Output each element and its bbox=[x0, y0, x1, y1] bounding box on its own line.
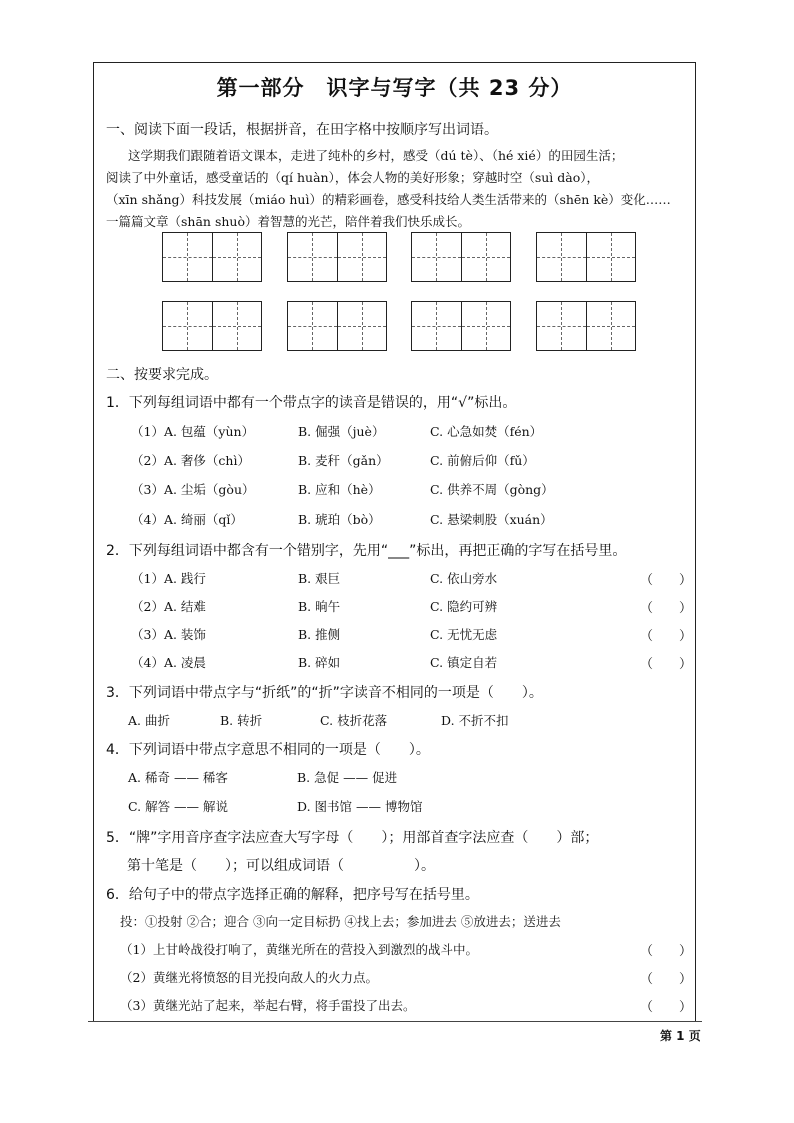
passage-line-3: （xīn shǎng）科技发展（miáo huì）的精彩画卷，感受科技给人类生活带来的（shēn kè）变化…… bbox=[106, 192, 671, 207]
writing-grid[interactable] bbox=[536, 301, 636, 351]
q4-option[interactable]: A. 稀奇 —— 稀客 bbox=[128, 770, 228, 785]
q2-option[interactable]: C. 无忧无虑 bbox=[430, 627, 498, 642]
q1-option[interactable]: （1）A. 包蕴（yùn） bbox=[131, 424, 255, 439]
answer-blank[interactable]: （ ） bbox=[640, 601, 693, 616]
q6-item: （3）黄继光站了起来，举起右臂，将手雷投了出去。 bbox=[120, 998, 416, 1013]
answer-blank[interactable]: （ ） bbox=[640, 972, 693, 987]
passage-line-1: 这学期我们跟随着语文课本，走进了纯朴的乡村，感受（dú tè）、（hé xié）的田园生活； bbox=[128, 148, 624, 163]
q1-option[interactable]: B. 倔强（juè） bbox=[298, 424, 385, 439]
q1-option[interactable]: C. 前俯后仰（fǔ） bbox=[430, 453, 535, 468]
q4-option[interactable]: C. 解答 —— 解说 bbox=[128, 799, 229, 814]
q1-option[interactable]: C. 悬梁刺股（xuán） bbox=[430, 512, 553, 527]
writing-grid[interactable] bbox=[536, 232, 636, 282]
answer-blank[interactable]: （ ） bbox=[640, 629, 693, 644]
q1-option[interactable]: B. 琥珀（bò） bbox=[298, 512, 381, 527]
q2-option[interactable]: （1）A. 践行 bbox=[131, 571, 206, 586]
q2-stem: 2．下列每组词语中都含有一个错别字，先用“___”标出，再把正确的字写在括号里。 bbox=[106, 543, 627, 559]
q2-option[interactable]: B. 晌午 bbox=[298, 599, 341, 614]
q1-option[interactable]: C. 供养不周（gòng） bbox=[430, 482, 554, 497]
q2-option[interactable]: （3）A. 装饰 bbox=[131, 627, 206, 642]
page-number: 第 1 页 bbox=[660, 1029, 701, 1043]
q2-option[interactable]: C. 隐约可辨 bbox=[430, 599, 498, 614]
passage-line-2: 阅读了中外童话，感受童话的（qí huàn），体会人物的美好形象；穿越时空（suì dào）， bbox=[106, 170, 599, 185]
section-1-heading: 一、阅读下面一段话，根据拼音，在田字格中按顺序写出词语。 bbox=[106, 122, 498, 138]
q6-item: （2）黄继光将愤怒的目光投向敌人的火力点。 bbox=[120, 970, 378, 985]
footer-divider bbox=[88, 1021, 702, 1022]
q4-option[interactable]: B. 急促 —— 促进 bbox=[297, 770, 398, 785]
writing-grid[interactable] bbox=[287, 301, 387, 351]
q1-stem: 1．下列每组词语中都有一个带点字的读音是错误的，用“√”标出。 bbox=[106, 395, 517, 411]
q6-definitions: 投：①投射 ②合；迎合 ③向一定目标扔 ④找上去；参加进去 ⑤放进去；送进去 bbox=[120, 914, 561, 929]
q3-stem: 3．下列词语中带点字与“折纸”的“折”字读音不相同的一项是（ ）。 bbox=[106, 685, 543, 701]
q3-option[interactable]: A. 曲折 bbox=[128, 713, 170, 728]
q2-option[interactable]: （2）A. 结难 bbox=[131, 599, 206, 614]
q2-option[interactable]: B. 推侧 bbox=[298, 627, 341, 642]
q3-option[interactable]: B. 转折 bbox=[220, 713, 263, 728]
q6-stem: 6．给句子中的带点字选择正确的解释，把序号写在括号里。 bbox=[106, 887, 479, 903]
q2-option[interactable]: C. 依山旁水 bbox=[430, 571, 498, 586]
passage-line-4: 一篇篇文章（shān shuò）着智慧的光芒，陪伴着我们快乐成长。 bbox=[106, 214, 470, 229]
q6-item: （1）上甘岭战役打响了，黄继光所在的营投入到激烈的战斗中。 bbox=[120, 942, 478, 957]
q1-option[interactable]: B. 麦秆（gǎn） bbox=[298, 453, 389, 468]
writing-grid[interactable] bbox=[411, 232, 511, 282]
section-2-heading: 二、按要求完成。 bbox=[106, 367, 218, 383]
q2-option[interactable]: B. 碎如 bbox=[298, 655, 341, 670]
q1-option[interactable]: （2）A. 奢侈（chì） bbox=[131, 453, 250, 468]
q5-line-1: 5．“牌”字用音序查字法应查大写字母（ ）；用部首查字法应查（ ）部； bbox=[106, 830, 599, 846]
q4-option[interactable]: D. 图书馆 —— 博物馆 bbox=[297, 799, 423, 814]
page-title: 第一部分 识字与写字（共 23 分） bbox=[216, 76, 573, 100]
writing-grid[interactable] bbox=[411, 301, 511, 351]
q4-stem: 4．下列词语中带点字意思不相同的一项是（ ）。 bbox=[106, 742, 430, 758]
writing-grid[interactable] bbox=[287, 232, 387, 282]
writing-grid[interactable] bbox=[162, 232, 262, 282]
q2-option[interactable]: C. 镇定自若 bbox=[430, 655, 498, 670]
answer-blank[interactable]: （ ） bbox=[640, 1000, 693, 1015]
q1-option[interactable]: B. 应和（hè） bbox=[298, 482, 381, 497]
q2-option[interactable]: （4）A. 凌晨 bbox=[131, 655, 206, 670]
answer-blank[interactable]: （ ） bbox=[640, 573, 693, 588]
q1-option[interactable]: （3）A. 尘垢（gòu） bbox=[131, 482, 255, 497]
writing-grid[interactable] bbox=[162, 301, 262, 351]
q1-option[interactable]: （4）A. 绮丽（qǐ） bbox=[131, 512, 243, 527]
q3-option[interactable]: D. 不折不扣 bbox=[441, 713, 509, 728]
q3-option[interactable]: C. 枝折花落 bbox=[320, 713, 388, 728]
q5-line-2: 第十笔是（ ）；可以组成词语（ ）。 bbox=[127, 858, 435, 874]
q1-option[interactable]: C. 心急如焚（fén） bbox=[430, 424, 543, 439]
q2-option[interactable]: B. 艰巨 bbox=[298, 571, 341, 586]
answer-blank[interactable]: （ ） bbox=[640, 657, 693, 672]
answer-blank[interactable]: （ ） bbox=[640, 944, 693, 959]
